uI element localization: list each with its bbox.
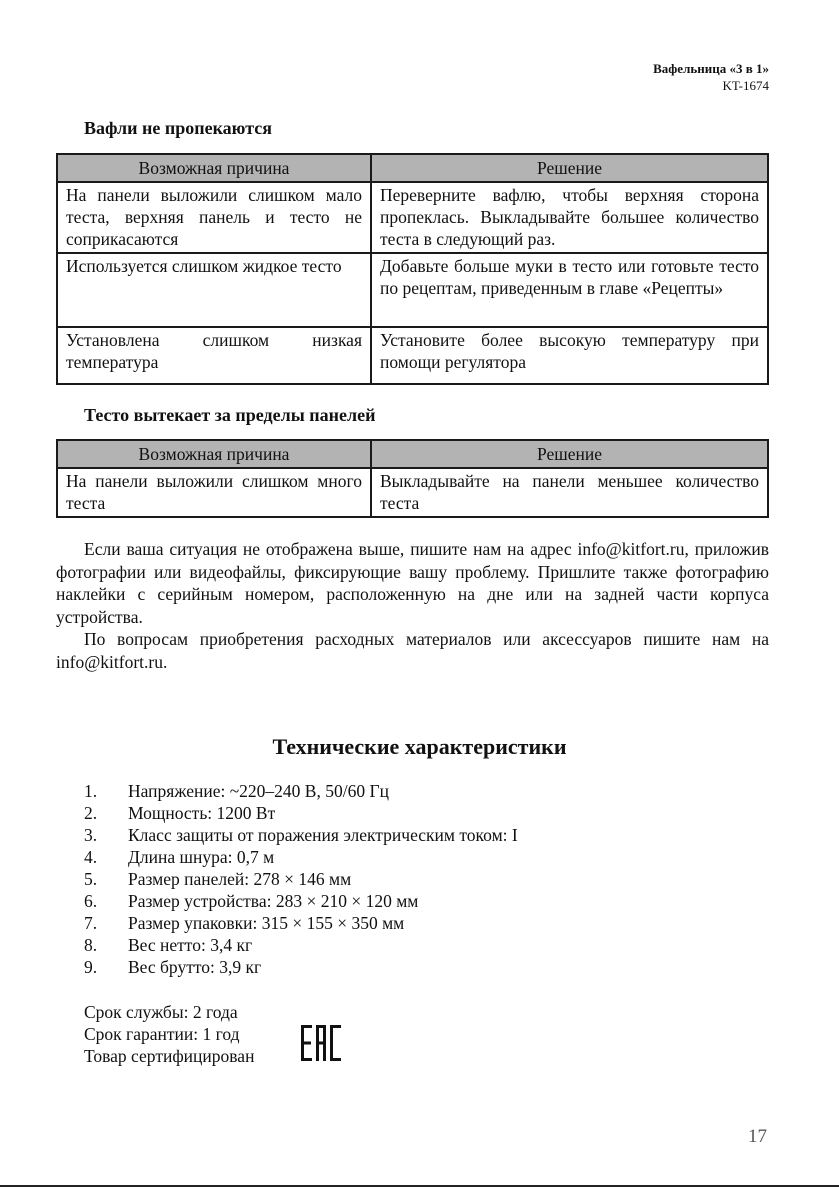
spec-number: 4. (84, 847, 98, 867)
spec-number: 6. (84, 891, 98, 911)
section-title-waffles-not-baked: Вафли не пропекаются (84, 118, 272, 138)
table-row (57, 327, 768, 384)
section-title-batter-overflow: Тесто вытекает за пределы панелей (84, 405, 376, 425)
solution-cell: Добавьте больше муки в тесто или готовьте тесто по рецептам, приведенным в главе «Рецепты» (371, 253, 768, 327)
troubleshooting-table-1 (56, 153, 769, 385)
specs-title: Технические характеристики (272, 734, 567, 759)
spec-text: Размер панелей: 278 × 146 мм (128, 869, 352, 889)
cause-cell: На панели выложили слишком много теста (57, 468, 371, 517)
contact-paragraph: Если ваша ситуация не отображена выше, пишите нам на адрес info@kitfort.ru, приложив фотографии или видеофайлы, фиксирующие вашу проблему. Пришлите также фотографию наклейки с серийным номером, расположенную на дне или на задней части корпуса устройства. (56, 539, 769, 627)
cause-cell: Используется слишком жидкое тесто (57, 253, 371, 327)
spec-list (84, 780, 518, 978)
spec-text: Вес брутто: 3,9 кг (128, 957, 262, 977)
accessories-paragraph: По вопросам приобретения расходных материалов или аксессуаров пишите нам на info@kitfort.ru. (56, 629, 769, 672)
column-header-cause: Возможная причина (57, 440, 371, 468)
service-life: Срок службы: 2 года (84, 1002, 238, 1022)
table-header-row (57, 154, 768, 182)
table-row (57, 468, 768, 517)
spec-number: 9. (84, 957, 98, 977)
spec-text: Вес нетто: 3,4 кг (128, 935, 253, 955)
spec-item (84, 890, 518, 912)
spec-item (84, 802, 518, 824)
spec-item (84, 846, 518, 868)
model-code: KT-1674 (722, 78, 769, 93)
warranty-period: Срок гарантии: 1 год (84, 1024, 240, 1044)
eac-certification-logo (300, 1022, 342, 1064)
cause-cell: Установлена слишком низкая температура (57, 327, 371, 384)
spec-item (84, 824, 518, 846)
solution-cell: Выкладывайте на панели меньшее количество теста (371, 468, 768, 517)
spec-text: Класс защиты от поражения электрическим током: I (128, 825, 518, 845)
service-info (84, 1001, 254, 1067)
table-row (57, 253, 768, 327)
spec-number: 1. (84, 781, 98, 801)
spec-text: Напряжение: ~220–240 В, 50/60 Гц (128, 781, 389, 801)
bottom-divider (0, 1185, 839, 1187)
column-header-solution: Решение (371, 154, 768, 182)
cause-cell: На панели выложили слишком мало теста, верхняя панель и тесто не соприкасаются (57, 182, 371, 253)
spec-text: Размер упаковки: 315 × 155 × 350 мм (128, 913, 405, 933)
spec-number: 7. (84, 913, 98, 933)
spec-number: 8. (84, 935, 98, 955)
table-header-row (57, 440, 768, 468)
spec-item (84, 934, 518, 956)
spec-number: 5. (84, 869, 98, 889)
solution-cell: Установите более высокую температуру при помощи регулятора (371, 327, 768, 384)
column-header-cause: Возможная причина (57, 154, 371, 182)
spec-item (84, 912, 518, 934)
solution-cell: Переверните вафлю, чтобы верхняя сторона пропеклась. Выкладывайте большее количество теста в следующий раз. (371, 182, 768, 253)
page-number: 17 (748, 1126, 767, 1147)
model-title: Вафельница «3 в 1» (653, 61, 769, 76)
spec-text: Длина шнура: 0,7 м (128, 847, 275, 867)
spec-text: Мощность: 1200 Вт (128, 803, 276, 823)
spec-number: 3. (84, 825, 98, 845)
column-header-solution: Решение (371, 440, 768, 468)
certification-note: Товар сертифицирован (84, 1046, 255, 1066)
troubleshooting-table-2 (56, 439, 769, 518)
spec-text: Размер устройства: 283 × 210 × 120 мм (128, 891, 419, 911)
spec-item (84, 956, 518, 978)
table-row (57, 182, 768, 253)
spec-number: 2. (84, 803, 98, 823)
spec-item (84, 868, 518, 890)
page-header (653, 60, 769, 94)
spec-item (84, 780, 518, 802)
